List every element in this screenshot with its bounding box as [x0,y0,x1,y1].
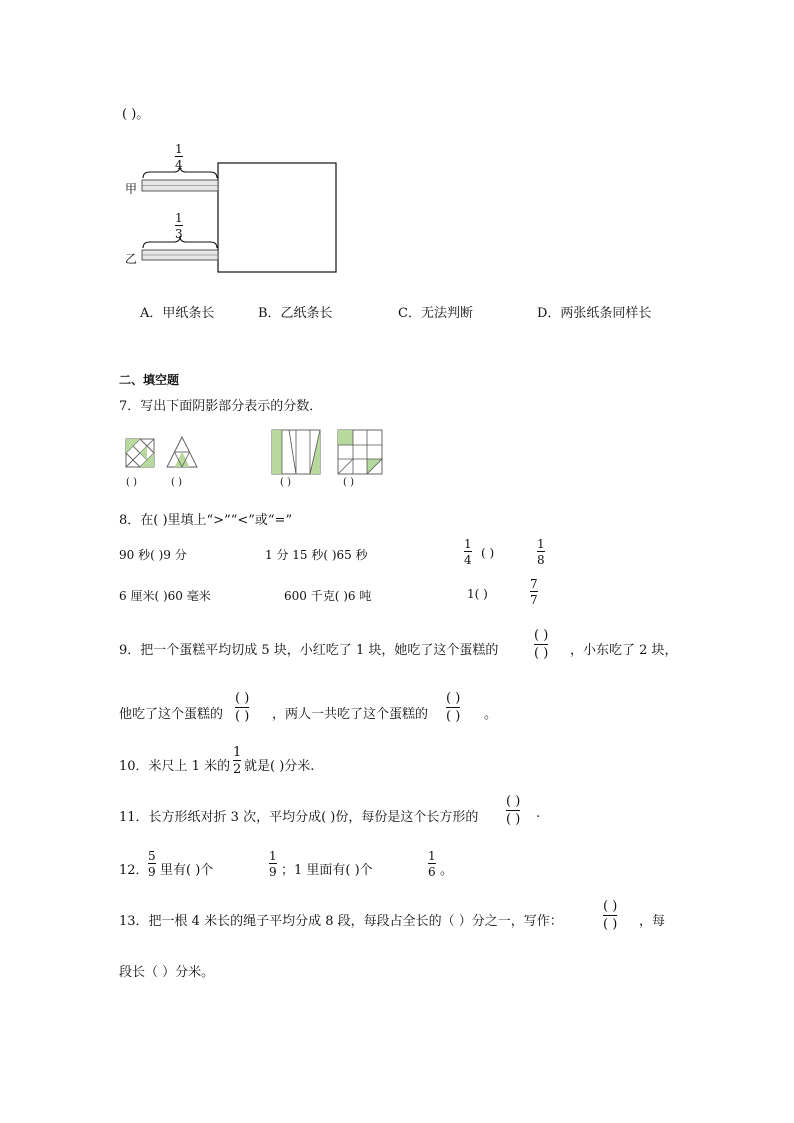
q6-figure [118,138,348,278]
q12-text-a[interactable]: 里有( )个 [160,863,214,878]
q9-fraction-blank-1[interactable]: ( ) ( ) [534,628,549,661]
fraction-7-7: 7 7 [530,577,538,607]
figure-square-diamond [126,439,154,467]
fraction-one-quarter: 1 4 [175,142,183,172]
q13-fraction-blank[interactable]: ( ) ( ) [603,899,618,932]
q8-text: 8．在( )里填上“>”“<”或“=” [119,513,293,528]
label-yi: 乙 [125,252,138,266]
q9-line1-b: ，小东吃了 2 块， [570,643,678,658]
option-a[interactable]: A．甲纸条长 [140,306,215,321]
q13-line2[interactable]: 段长（ ）分米。 [119,965,215,980]
q8-item-5[interactable]: 600 千克( )6 吨 [284,589,372,603]
q7-blank-1[interactable]: ( ) [126,477,137,488]
q9-fraction-blank-2[interactable]: ( ) ( ) [235,691,250,724]
q8-item-1[interactable]: 90 秒( )9 分 [119,548,187,562]
q6-blank: ( )。 [122,107,150,122]
fraction-1-9: 1 9 [269,849,277,879]
fraction-5-9: 5 9 [148,849,156,879]
q12-num: 12． [119,863,149,878]
q7-figures [118,428,388,476]
q9-line2-c: 。 [484,707,498,722]
q11-end: . [536,806,541,821]
q9-line2-b: ，两人一共吃了这个蛋糕的 [272,707,429,722]
q9-line2-a: 他吃了这个蛋糕的 [119,707,224,722]
square [218,163,336,272]
q12-text-b[interactable]: ；1 里面有( )个 [281,863,373,878]
q7-text: 7．写出下面阴影部分表示的分数． [119,399,323,414]
q10-text-b[interactable]: 就是( )分米. [244,759,315,774]
fraction-1-8: 1 8 [537,537,545,567]
q13-line1-end: ，每 [639,914,666,929]
q7-blank-4[interactable]: ( ) [343,477,354,488]
figure-grid [338,430,382,474]
q10-text-a: 10．米尺上 1 米的 [119,759,231,774]
label-jia: 甲 [125,182,138,196]
option-d[interactable]: D．两张纸条同样长 [537,306,652,321]
q8-item-4[interactable]: 6 厘米( )60 毫米 [119,589,211,603]
q11-fraction-blank[interactable]: ( ) ( ) [506,794,521,827]
q12-text-c: 。 [440,863,454,878]
option-c[interactable]: C．无法判断 [398,306,473,321]
q13-line1[interactable]: 13．把一根 4 米长的绳子平均分成 8 段，每段占全长的（ ）分之一，写作： [119,914,563,929]
figure-triangle [167,437,197,467]
fraction-1-4: 1 4 [464,537,472,567]
q8-item-6[interactable]: 1( ) [467,587,488,601]
q8-item-3-blank[interactable]: ( ) [481,546,495,560]
q8-item-2[interactable]: 1 分 15 秒( )65 秒 [265,548,368,562]
q9-line1-a: 9．把一个蛋糕平均切成 5 块，小红吃了 1 块，她吃了这个蛋糕的 [119,643,499,658]
fraction-1-6: 1 6 [428,849,436,879]
section-title: 二、填空题 [119,373,180,387]
fraction-one-third: 1 3 [175,211,183,241]
figure-rectangle-strips [272,430,320,474]
option-b[interactable]: B．乙纸条长 [258,306,333,321]
q9-fraction-blank-3[interactable]: ( ) ( ) [446,691,461,724]
q7-blank-3[interactable]: ( ) [280,477,291,488]
fraction-1-2: 1 2 [233,745,242,777]
q7-blank-2[interactable]: ( ) [171,477,182,488]
q11-text[interactable]: 11．长方形纸对折 3 次，平均分成( )份，每份是这个长方形的 [119,810,479,825]
